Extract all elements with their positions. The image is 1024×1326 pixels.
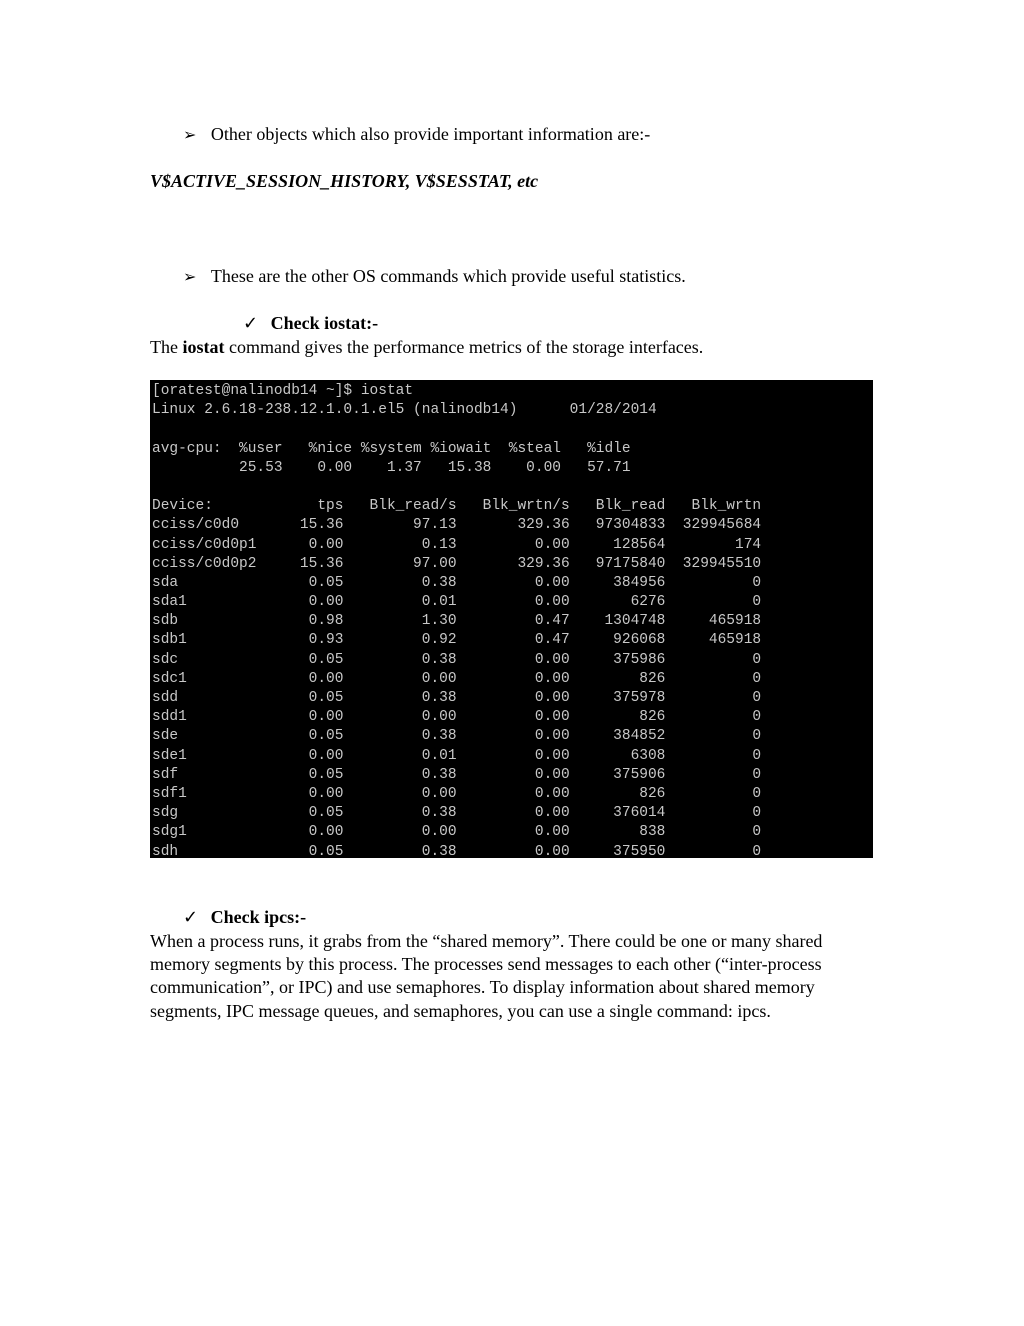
terminal-line: sdf 0.05 0.38 0.00 375906 0 <box>152 766 762 783</box>
desc-prefix: The <box>150 337 183 357</box>
terminal-line <box>152 420 873 439</box>
checkmark-icon: ✓ <box>243 313 259 334</box>
terminal-line: sdh 0.05 0.38 0.00 375950 0 <box>152 843 762 858</box>
terminal-line: sde 0.05 0.38 0.00 384852 0 <box>152 728 762 745</box>
terminal-line: [oratest@nalinodb14 ~]$ iostat <box>152 383 414 399</box>
terminal-line: cciss/c0d0p1 0.00 0.13 0.00 128564 174 <box>152 536 762 553</box>
ipcs-heading-text: Check ipcs:- <box>210 907 307 927</box>
terminal-line: cciss/c0d0p2 15.36 97.00 329.36 97175840 329945510 <box>152 555 762 572</box>
views-list: V$ACTIVE_SESSION_HISTORY, V$SESSTAT, etc <box>150 171 539 191</box>
desc-command: iostat <box>182 337 225 357</box>
terminal-line: sdc1 0.00 0.00 0.00 826 0 <box>152 670 762 687</box>
arrowhead-bullet-icon: ➢ <box>183 127 197 144</box>
terminal-line: sdf1 0.00 0.00 0.00 826 0 <box>152 785 762 802</box>
terminal-line: sde1 0.00 0.01 0.00 6308 0 <box>152 747 762 764</box>
terminal-line: Linux 2.6.18-238.12.1.0.1.el5 (nalinodb14) 01/28/2014 <box>152 402 657 419</box>
terminal-line: sdb 0.98 1.30 0.47 1304748 465918 <box>152 613 762 630</box>
terminal-screenshot <box>150 380 873 858</box>
terminal-line: Device: tps Blk_read/s Blk_wrtn/s Blk_read Blk_wrtn <box>152 498 762 515</box>
terminal-line: sdc 0.05 0.38 0.00 375986 0 <box>152 651 762 668</box>
arrowhead-bullet-icon: ➢ <box>183 269 197 286</box>
terminal-line: sdg 0.05 0.38 0.00 376014 0 <box>152 805 762 822</box>
iostat-heading <box>243 312 378 335</box>
terminal-line: cciss/c0d0 15.36 97.13 329.36 97304833 329945684 <box>152 517 762 534</box>
ipcs-paragraph: When a process runs, it grabs from the “shared memory”. There could be one or many shared memory segments by this process. The processes send messages to each other (“inter-process communication”, or IPC) and use semaphores. To display information about shared memory segments, IPC message queues, and semaphores, you can use a single command: ipcs. <box>150 931 823 1021</box>
terminal-line: sda 0.05 0.38 0.00 384956 0 <box>152 574 762 591</box>
terminal-line: 25.53 0.00 1.37 15.38 0.00 57.71 <box>152 459 631 476</box>
terminal-line: sdb1 0.93 0.92 0.47 926068 465918 <box>152 632 762 649</box>
iostat-description <box>150 336 703 359</box>
checkmark-icon: ✓ <box>183 907 199 928</box>
terminal-line: sda1 0.00 0.01 0.00 6276 0 <box>152 594 762 611</box>
bullet-text: These are the other OS commands which provide useful statistics. <box>210 266 686 286</box>
bullet-item-os-commands <box>183 265 686 289</box>
bullet-text: Other objects which also provide important information are:- <box>210 124 651 144</box>
iostat-heading-text: Check iostat:- <box>270 313 379 333</box>
terminal-output <box>150 380 873 858</box>
terminal-line <box>152 478 873 497</box>
terminal-line: sdd1 0.00 0.00 0.00 826 0 <box>152 709 762 726</box>
bullet-item-other-objects <box>183 123 650 147</box>
terminal-line: sdg1 0.00 0.00 0.00 838 0 <box>152 824 762 841</box>
ipcs-heading <box>183 906 306 929</box>
terminal-line: avg-cpu: %user %nice %system %iowait %steal %idle <box>152 440 631 457</box>
terminal-line: sdd 0.05 0.38 0.00 375978 0 <box>152 690 762 706</box>
desc-suffix: command gives the performance metrics of the storage interfaces. <box>224 337 704 357</box>
